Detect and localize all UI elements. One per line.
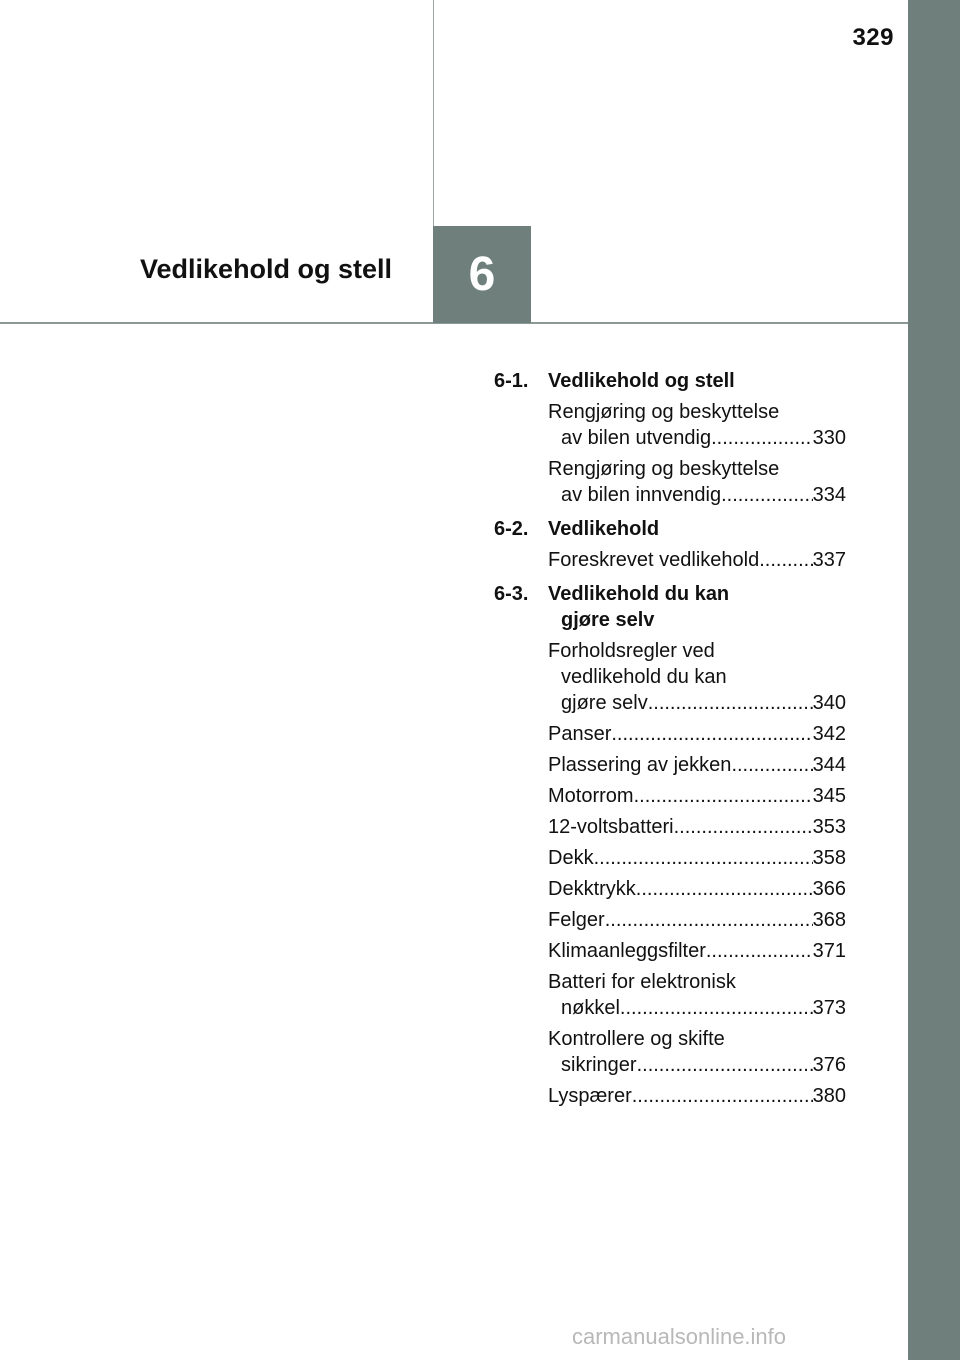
toc-entry-text-line: av bilen innvendig [561,484,722,506]
toc-section-title-line: Vedlikehold du kan [548,583,730,605]
toc-section-title [548,581,846,633]
dot-leader [674,814,813,840]
toc-entry-page: 368 [812,909,846,931]
toc-entry[interactable] [494,721,846,747]
toc-entry[interactable] [494,399,846,451]
toc-entry-text-line: Rengjøring og beskyttelse [548,401,780,423]
toc-section-number: 6-2. [494,518,529,540]
dot-leader [711,425,813,451]
toc-entry-page: 334 [812,484,846,506]
chapter-side-strip [908,0,960,1360]
toc-section [494,516,846,542]
toc-section-number: 6-3. [494,583,529,605]
toc-entry-text-line: Batteri for elektronisk [548,971,736,993]
toc-entry-text-line: av bilen utvendig [561,427,712,449]
toc-entry-text-line: vedlikehold du kan [561,666,727,688]
toc-entry-text-line: Forholdsregler ved [548,640,715,662]
toc-entry-text-line: Kontrollere og skifte [548,1028,725,1050]
toc-entry-page: 376 [812,1054,846,1076]
toc-entry-text-line: Foreskrevet vedlikehold [548,549,760,571]
toc-entry-text-line: Motorrom [548,785,634,807]
toc-entry-page: 330 [812,427,846,449]
table-of-contents [494,368,846,1109]
toc-entry[interactable] [494,456,846,508]
toc-entry-text-line: Lyspærer [548,1085,632,1107]
dot-leader [759,547,812,573]
toc-entry-page: 337 [812,549,846,571]
toc-entry-text-line: Dekk [548,847,594,869]
dot-leader [605,907,813,933]
toc-section-title [548,368,846,394]
toc-entry-text-line: Klimaanleggsfilter [548,940,706,962]
header-vertical-divider [433,0,434,226]
toc-entry-page: 380 [812,1085,846,1107]
toc-section-title-line: gjøre selv [561,609,655,631]
chapter-number-box [433,226,531,323]
toc-entry-text-line: Panser [548,723,612,745]
toc-entry-text-line: Rengjøring og beskyttelse [548,458,780,480]
toc-section [494,368,846,394]
toc-entry[interactable] [494,907,846,933]
dot-leader [706,938,813,964]
toc-entry-page: 340 [812,692,846,714]
toc-entry[interactable] [494,1026,846,1078]
dot-leader [620,995,813,1021]
toc-entry-text-line: gjøre selv [561,692,648,714]
toc-section-title [548,516,846,542]
dot-leader [731,752,812,778]
toc-entry-page: 358 [812,847,846,869]
dot-leader [721,482,813,508]
chapter-title: Vedlikehold og stell [140,254,393,284]
toc-entry-page: 344 [812,754,846,776]
toc-entry-page: 342 [812,723,846,745]
dot-leader [648,690,813,716]
toc-entry[interactable] [494,969,846,1021]
toc-entry-page: 371 [812,940,846,962]
toc-entry-text-line: Felger [548,909,605,931]
toc-entry[interactable] [494,845,846,871]
toc-entry-page: 366 [812,878,846,900]
toc-section [494,581,846,633]
toc-section-title-line: Vedlikehold og stell [548,370,735,392]
toc-entry[interactable] [494,1083,846,1109]
toc-entry-page: 373 [812,997,846,1019]
dot-leader [632,1083,813,1109]
toc-entry-text-line: 12-voltsbatteri [548,816,674,838]
toc-entry-text-line: Plassering av jekken [548,754,732,776]
toc-entry-page: 345 [812,785,846,807]
toc-section-number: 6-1. [494,370,529,392]
toc-entry[interactable] [494,783,846,809]
toc-entry[interactable] [494,876,846,902]
page-number: 329 [852,24,894,51]
toc-entry-text-line: Dekktrykk [548,878,636,900]
toc-section-title-line: Vedlikehold [548,518,660,540]
chapter-number: 6 [468,248,496,301]
toc-entry[interactable] [494,547,846,573]
toc-entry-text-line: nøkkel [561,997,620,1019]
watermark: carmanualsonline.info [572,1324,787,1349]
dot-leader [594,845,813,871]
toc-entry[interactable] [494,638,846,716]
toc-entry[interactable] [494,752,846,778]
dot-leader [634,783,813,809]
dot-leader [637,1052,813,1078]
dot-leader [636,876,813,902]
toc-entry-page: 353 [812,816,846,838]
toc-entry-text-line: sikringer [561,1054,637,1076]
toc-entry[interactable] [494,938,846,964]
dot-leader [611,721,812,747]
toc-entry[interactable] [494,814,846,840]
